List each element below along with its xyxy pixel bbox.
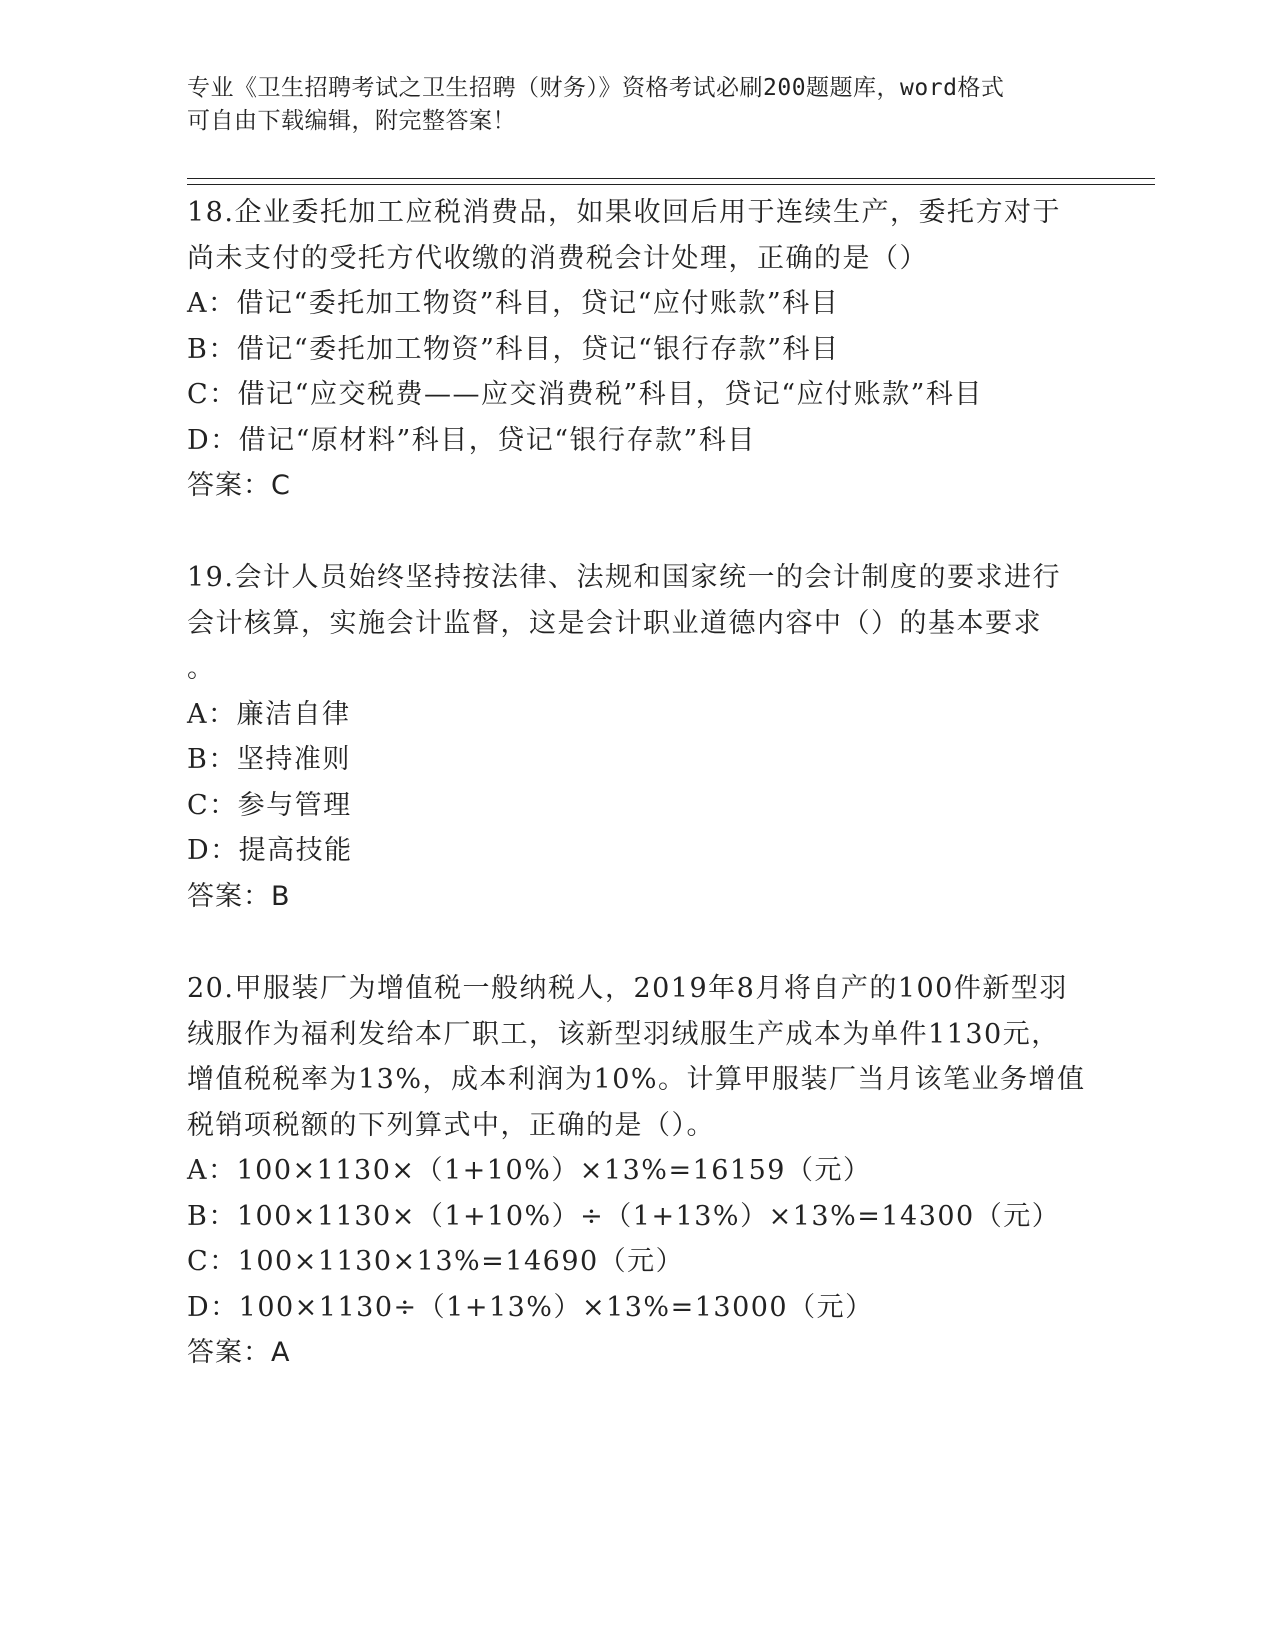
option-b: B：借记“委托加工物资”科目，贷记“银行存款”科目 — [187, 333, 840, 365]
question-stem-line: 尚未支付的受托方代收缴的消费税会计处理，正确的是（） — [187, 242, 928, 274]
option-a: A：100×1130×（1+10%）×13%=16159（元） — [187, 1155, 872, 1186]
option-d: D：100×1130÷（1+13%）×13%=13000（元） — [187, 1291, 874, 1323]
document-header — [187, 72, 1087, 138]
answer-line: 答案：B — [187, 880, 291, 912]
question-stem-line: 。 — [187, 653, 216, 684]
question-stem-line: 20.甲服装厂为增值税一般纳税人，2019年8月将自产的100件新型羽 — [187, 973, 1068, 1004]
header-divider-top — [187, 178, 1155, 179]
question-stem-line: 增值税税率为13%，成本利润为10%。计算甲服装厂当月该笔业务增值 — [187, 1064, 1086, 1095]
option-a: A：廉洁自律 — [187, 698, 351, 730]
option-d: D：借记“原材料”科目，贷记“银行存款”科目 — [187, 424, 756, 456]
option-d: D：提高技能 — [187, 835, 353, 866]
option-c: C：参与管理 — [187, 789, 352, 821]
option-b: B：100×1130×（1+10%）÷（1+13%）×13%=14300（元） — [187, 1200, 1061, 1232]
header-divider-bottom — [187, 184, 1155, 185]
question-18 — [187, 190, 1087, 509]
option-c: C：借记“应交税费——应交消费税”科目，贷记“应付账款”科目 — [187, 379, 983, 410]
question-stem-line: 会计核算，实施会计监督，这是会计职业道德内容中（）的基本要求 — [187, 607, 1042, 639]
header-line-1: 专业《卫生招聘考试之卫生招聘（财务）》资格考试必刷200题题库，word格式 — [187, 75, 1005, 101]
question-stem-line: 税销项税额的下列算式中，正确的是（）。 — [187, 1109, 715, 1141]
option-b: B：坚持准则 — [187, 744, 351, 775]
option-c: C：100×1130×13%=14690（元） — [187, 1246, 685, 1277]
question-stem-line: 18.企业委托加工应税消费品，如果收回后用于连续生产，委托方对于 — [187, 197, 1061, 228]
question-19 — [187, 555, 1087, 919]
question-stem-line: 绒服作为福利发给本厂职工，该新型羽绒服生产成本为单件1130元， — [187, 1018, 1060, 1050]
question-stem-line: 19.会计人员始终坚持按法律、法规和国家统一的会计制度的要求进行 — [187, 562, 1061, 593]
answer-line: 答案：C — [187, 470, 291, 501]
option-a: A：借记“委托加工物资”科目，贷记“应付账款”科目 — [187, 288, 840, 319]
header-line-2: 可自由下载编辑，附完整答案！ — [187, 108, 516, 134]
question-20 — [187, 966, 1087, 1376]
answer-line: 答案：A — [187, 1337, 291, 1368]
